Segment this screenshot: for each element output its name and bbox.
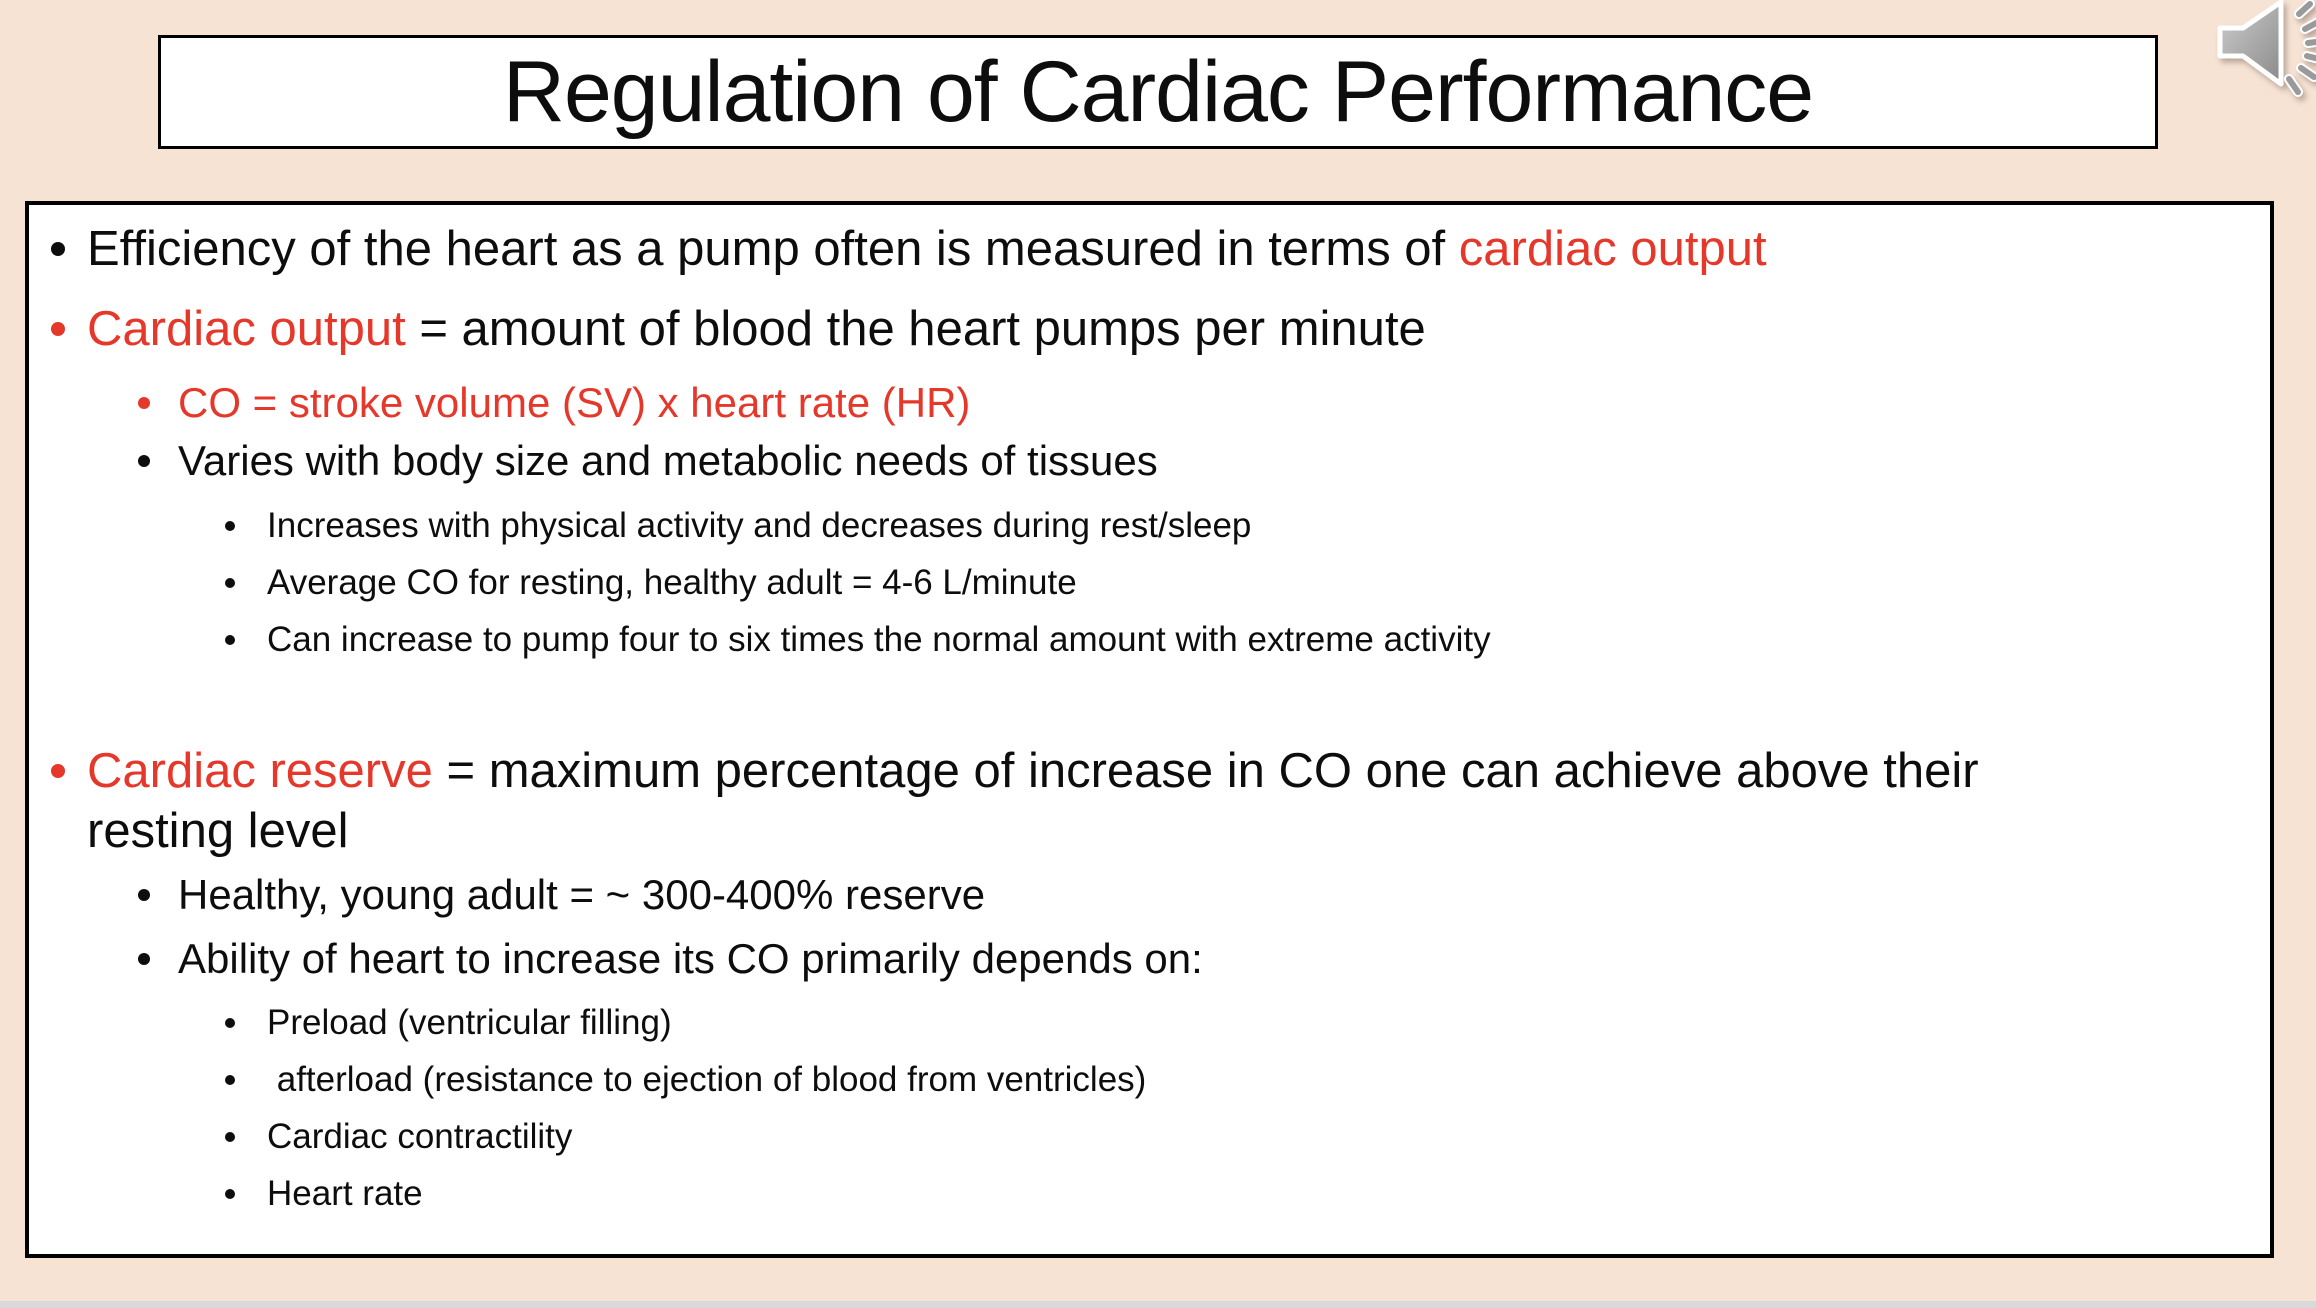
content-panel bbox=[25, 201, 2274, 1258]
bullet-dot bbox=[225, 635, 235, 645]
bullet-dot bbox=[225, 1018, 235, 1028]
text-segment: Preload (ventricular filling) bbox=[267, 1003, 672, 1042]
bullet-text bbox=[267, 1114, 572, 1160]
bullet-dot bbox=[225, 521, 235, 531]
bullet-item-varies bbox=[51, 435, 2252, 487]
bullet-text bbox=[87, 299, 1426, 359]
audio-speaker-icon[interactable] bbox=[2212, 0, 2316, 112]
bullet-text bbox=[267, 560, 1077, 606]
bullet-text bbox=[267, 1000, 672, 1046]
bullet-dot bbox=[51, 242, 65, 256]
bullet-item-increases bbox=[51, 503, 2252, 549]
bullet-dot bbox=[51, 322, 65, 336]
bullet-text bbox=[178, 377, 970, 429]
bullet-dot bbox=[225, 1075, 235, 1085]
bullet-dot bbox=[138, 397, 150, 409]
bullet-dot bbox=[138, 455, 150, 467]
text-segment: = amount of blood the heart pumps per minute bbox=[405, 302, 1426, 356]
bullet-dot bbox=[138, 953, 150, 965]
text-segment: Efficiency of the heart as a pump often is measured in terms of bbox=[87, 222, 1459, 276]
bullet-text bbox=[178, 933, 1203, 985]
bullet-text bbox=[87, 219, 1767, 279]
bullet-text bbox=[267, 617, 1491, 663]
bullet-dot bbox=[225, 1189, 235, 1199]
bullet-text bbox=[267, 503, 1251, 549]
page-title: Regulation of Cardiac Performance bbox=[502, 43, 1814, 140]
bullet-text bbox=[178, 435, 1158, 487]
bullet-item-contractility bbox=[51, 1114, 2252, 1160]
bullet-text bbox=[267, 1057, 1146, 1103]
text-segment: = maximum percentage of increase in CO one can achieve above their resting level bbox=[87, 744, 1993, 858]
bullet-text bbox=[87, 741, 1993, 861]
bullet-item-heart-rate bbox=[51, 1171, 2252, 1217]
text-segment: Can increase to pump four to six times the normal amount with extreme activity bbox=[267, 620, 1491, 659]
text-segment: Average CO for resting, healthy adult = 4-6 L/minute bbox=[267, 563, 1077, 602]
bullet-item-cardiac-reserve bbox=[51, 741, 2252, 861]
text-segment: Cardiac contractility bbox=[267, 1117, 573, 1156]
text-segment-red: cardiac output bbox=[1458, 222, 1767, 276]
bullet-text bbox=[267, 1171, 423, 1217]
text-segment: Heart rate bbox=[267, 1174, 423, 1213]
bullet-text bbox=[178, 869, 985, 921]
window-bottom-strip bbox=[0, 1301, 2316, 1308]
bullet-item-ability bbox=[51, 933, 2252, 985]
bullet-dot bbox=[225, 578, 235, 588]
text-segment-red: Cardiac reserve bbox=[87, 744, 433, 798]
text-segment: Healthy, young adult = ~ 300-400% reserve bbox=[178, 871, 986, 918]
text-segment: Varies with body size and metabolic needs of tissues bbox=[178, 437, 1158, 484]
bullet-dot bbox=[138, 889, 150, 901]
bullet-item-afterload bbox=[51, 1057, 2252, 1103]
bullet-item-cardiac-output bbox=[51, 299, 2252, 359]
bullet-item-can-increase bbox=[51, 617, 2252, 663]
bullet-dot bbox=[225, 1132, 235, 1142]
text-segment-red: Cardiac output bbox=[87, 302, 406, 356]
text-segment: Increases with physical activity and decreases during rest/sleep bbox=[267, 506, 1252, 545]
bullet-item-average-co bbox=[51, 560, 2252, 606]
text-segment-red: CO = stroke volume (SV) x heart rate (HR) bbox=[178, 379, 971, 426]
title-box bbox=[158, 35, 2158, 149]
speaker-body bbox=[2220, 2, 2281, 84]
bullet-dot bbox=[51, 764, 65, 778]
bullet-item-co-formula bbox=[51, 377, 2252, 429]
text-segment: Ability of heart to increase its CO primarily depends on: bbox=[178, 935, 1203, 982]
bullet-item-preload bbox=[51, 1000, 2252, 1046]
bullet-item-efficiency bbox=[51, 219, 2252, 279]
text-segment: afterload (resistance to ejection of blood from ventricles) bbox=[267, 1060, 1147, 1099]
bullet-item-healthy-adult bbox=[51, 869, 2252, 921]
